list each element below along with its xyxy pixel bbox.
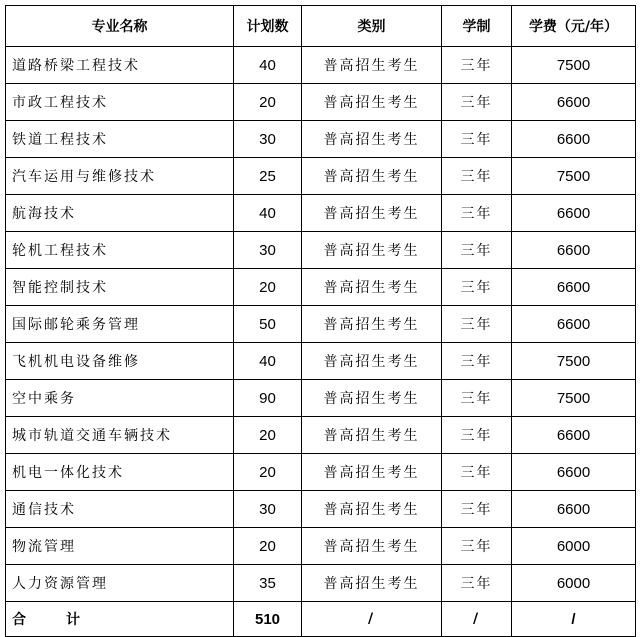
header-major-name: 专业名称 [6,6,234,47]
cell-tuition-fee: 7500 [512,343,636,380]
total-label-first-char: 合 [12,612,26,628]
cell-tuition-fee: 7500 [512,158,636,195]
table-row [6,195,636,232]
cell-plan-count: 20 [234,269,302,306]
cell-tuition-fee: 6600 [512,454,636,491]
cell-plan-count: 40 [234,343,302,380]
cell-major-name: 轮机工程技术 [6,232,234,269]
total-category: / [302,602,442,637]
cell-category: 普高招生考生 [302,417,442,454]
table-row [6,84,636,121]
cell-plan-count: 50 [234,306,302,343]
table-row [6,491,636,528]
cell-duration: 三年 [442,491,512,528]
header-category: 类别 [302,6,442,47]
header-duration: 学制 [442,6,512,47]
cell-tuition-fee: 6600 [512,195,636,232]
cell-major-name: 道路桥梁工程技术 [6,47,234,84]
cell-category: 普高招生考生 [302,269,442,306]
table-row [6,232,636,269]
cell-duration: 三年 [442,195,512,232]
cell-major-name: 智能控制技术 [6,269,234,306]
cell-major-name: 航海技术 [6,195,234,232]
total-row [6,602,636,637]
cell-duration: 三年 [442,121,512,158]
cell-category: 普高招生考生 [302,454,442,491]
cell-tuition-fee: 6600 [512,84,636,121]
cell-duration: 三年 [442,343,512,380]
cell-plan-count: 30 [234,491,302,528]
cell-plan-count: 25 [234,158,302,195]
cell-plan-count: 20 [234,454,302,491]
table-row [6,565,636,602]
cell-plan-count: 40 [234,47,302,84]
cell-category: 普高招生考生 [302,121,442,158]
cell-duration: 三年 [442,232,512,269]
cell-major-name: 市政工程技术 [6,84,234,121]
cell-plan-count: 20 [234,528,302,565]
cell-major-name: 城市轨道交通车辆技术 [6,417,234,454]
cell-duration: 三年 [442,269,512,306]
table-row [6,121,636,158]
total-plan-count: 510 [234,602,302,637]
total-duration: / [442,602,512,637]
cell-plan-count: 30 [234,232,302,269]
cell-plan-count: 40 [234,195,302,232]
header-plan-count: 计划数 [234,6,302,47]
enrollment-plan-table [5,5,636,637]
cell-duration: 三年 [442,417,512,454]
cell-plan-count: 20 [234,84,302,121]
cell-duration: 三年 [442,380,512,417]
cell-tuition-fee: 6000 [512,528,636,565]
cell-tuition-fee: 6600 [512,121,636,158]
table-body [6,47,636,602]
table-row [6,158,636,195]
cell-major-name: 空中乘务 [6,380,234,417]
cell-category: 普高招生考生 [302,565,442,602]
cell-category: 普高招生考生 [302,528,442,565]
cell-duration: 三年 [442,158,512,195]
table-row [6,417,636,454]
cell-duration: 三年 [442,565,512,602]
cell-tuition-fee: 7500 [512,380,636,417]
cell-duration: 三年 [442,84,512,121]
cell-tuition-fee: 6600 [512,491,636,528]
table-row [6,47,636,84]
cell-major-name: 飞机机电设备维修 [6,343,234,380]
cell-tuition-fee: 6000 [512,565,636,602]
cell-plan-count: 35 [234,565,302,602]
table-row [6,269,636,306]
cell-duration: 三年 [442,528,512,565]
cell-category: 普高招生考生 [302,491,442,528]
cell-major-name: 汽车运用与维修技术 [6,158,234,195]
cell-plan-count: 90 [234,380,302,417]
cell-tuition-fee: 6600 [512,417,636,454]
cell-plan-count: 20 [234,417,302,454]
total-tuition-fee: / [512,602,636,637]
total-label-second-char: 计 [66,612,80,628]
cell-category: 普高招生考生 [302,306,442,343]
cell-major-name: 物流管理 [6,528,234,565]
header-tuition-fee: 学费（元/年） [512,6,636,47]
cell-major-name: 机电一体化技术 [6,454,234,491]
cell-tuition-fee: 6600 [512,232,636,269]
cell-duration: 三年 [442,454,512,491]
cell-major-name: 国际邮轮乘务管理 [6,306,234,343]
cell-category: 普高招生考生 [302,195,442,232]
cell-category: 普高招生考生 [302,47,442,84]
table-row [6,380,636,417]
table-header-row [6,6,636,47]
cell-tuition-fee: 6600 [512,306,636,343]
cell-major-name: 通信技术 [6,491,234,528]
table-row [6,306,636,343]
cell-plan-count: 30 [234,121,302,158]
cell-tuition-fee: 6600 [512,269,636,306]
cell-category: 普高招生考生 [302,158,442,195]
cell-category: 普高招生考生 [302,343,442,380]
cell-category: 普高招生考生 [302,84,442,121]
cell-duration: 三年 [442,47,512,84]
cell-category: 普高招生考生 [302,232,442,269]
total-label [6,602,234,637]
table-row [6,454,636,491]
enrollment-plan-table-wrapper [5,5,635,637]
cell-duration: 三年 [442,306,512,343]
cell-category: 普高招生考生 [302,380,442,417]
table-row [6,343,636,380]
cell-major-name: 铁道工程技术 [6,121,234,158]
cell-tuition-fee: 7500 [512,47,636,84]
table-row [6,528,636,565]
cell-major-name: 人力资源管理 [6,565,234,602]
